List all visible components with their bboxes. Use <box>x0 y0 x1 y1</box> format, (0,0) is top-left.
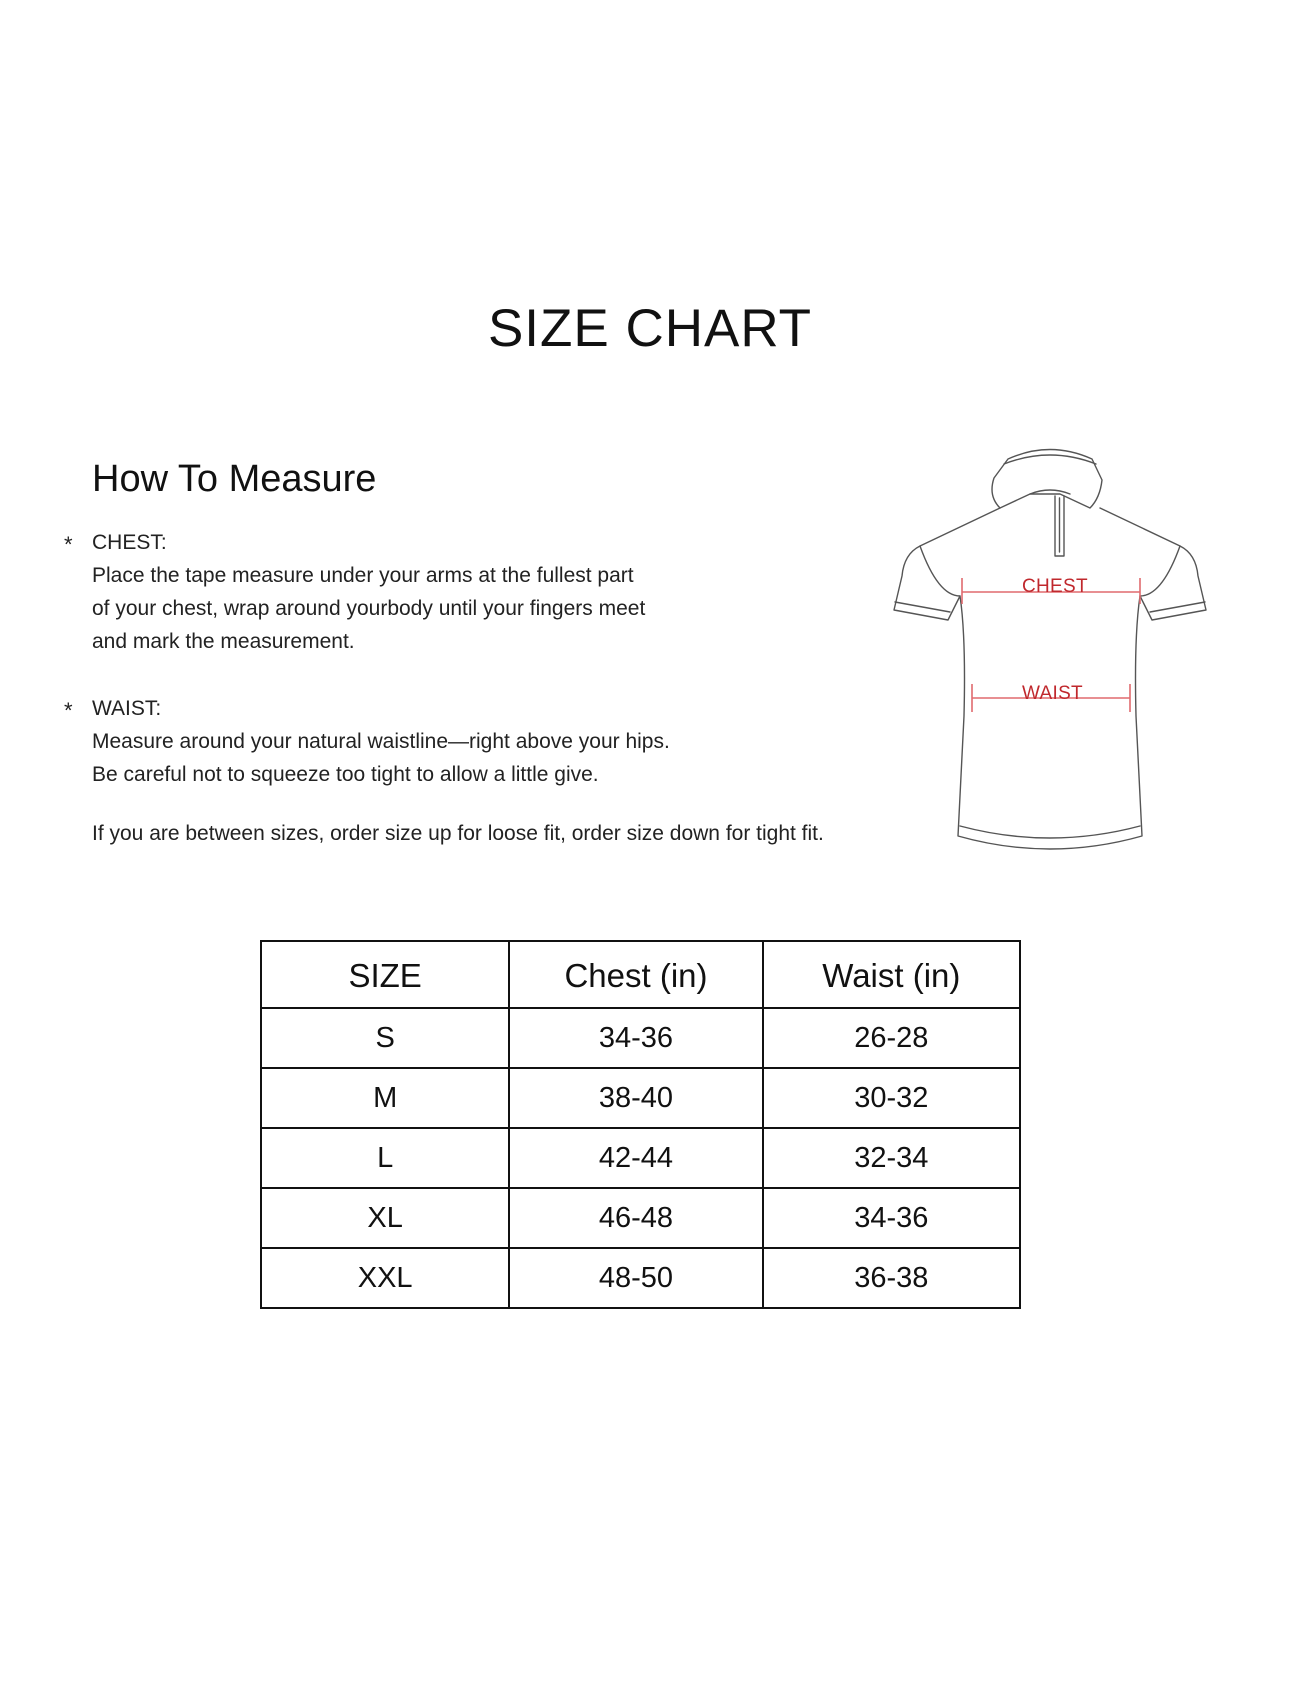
waist-cell: 30-32 <box>763 1068 1020 1128</box>
table-row <box>261 1128 1020 1188</box>
asterisk-icon: * <box>64 532 73 557</box>
fit-note: If you are between sizes, order size up for loose fit, order size down for tight fit. <box>92 822 824 845</box>
size-cell: L <box>261 1128 509 1188</box>
chest-instruction-line: and mark the measurement. <box>92 630 355 653</box>
table-row <box>261 1188 1020 1248</box>
waist-label-line <box>64 692 670 725</box>
chest-cell: 46-48 <box>509 1188 762 1248</box>
chest-instruction-line: Place the tape measure under your arms at the fullest part <box>92 564 634 587</box>
chest-label-line <box>64 526 645 559</box>
how-to-measure-heading: How To Measure <box>92 458 377 500</box>
column-header-size: SIZE <box>261 941 509 1008</box>
diagram-waist-label: WAIST <box>1022 683 1083 704</box>
waist-cell: 26-28 <box>763 1008 1020 1068</box>
waist-instruction-line: Measure around your natural waistline—right above your hips. <box>92 730 670 753</box>
page-title: SIZE CHART <box>487 299 813 358</box>
table-row <box>261 1248 1020 1308</box>
waist-cell: 34-36 <box>763 1188 1020 1248</box>
polo-shirt-icon <box>890 436 1230 866</box>
waist-cell: 36-38 <box>763 1248 1020 1308</box>
column-header-chest: Chest (in) <box>509 941 762 1008</box>
chest-cell: 34-36 <box>509 1008 762 1068</box>
asterisk-icon: * <box>64 698 73 723</box>
waist-instructions <box>64 692 670 791</box>
size-cell: XXL <box>261 1248 509 1308</box>
size-cell: M <box>261 1068 509 1128</box>
chest-cell: 38-40 <box>509 1068 762 1128</box>
table-header-row <box>261 941 1020 1008</box>
size-cell: XL <box>261 1188 509 1248</box>
waist-instruction-line: Be careful not to squeeze too tight to allow a little give. <box>92 763 599 786</box>
size-cell: S <box>261 1008 509 1068</box>
waist-cell: 32-34 <box>763 1128 1020 1188</box>
diagram-chest-label: CHEST <box>1022 576 1088 597</box>
table-row <box>261 1008 1020 1068</box>
waist-label: WAIST: <box>92 697 162 720</box>
chest-cell: 42-44 <box>509 1128 762 1188</box>
chest-instructions <box>64 526 646 658</box>
chest-label: CHEST: <box>92 531 167 554</box>
chest-cell: 48-50 <box>509 1248 762 1308</box>
chest-instruction-line: of your chest, wrap around yourbody until your fingers meet <box>92 597 646 620</box>
size-table <box>260 940 1021 1309</box>
column-header-waist: Waist (in) <box>763 941 1020 1008</box>
table-row <box>261 1068 1020 1128</box>
